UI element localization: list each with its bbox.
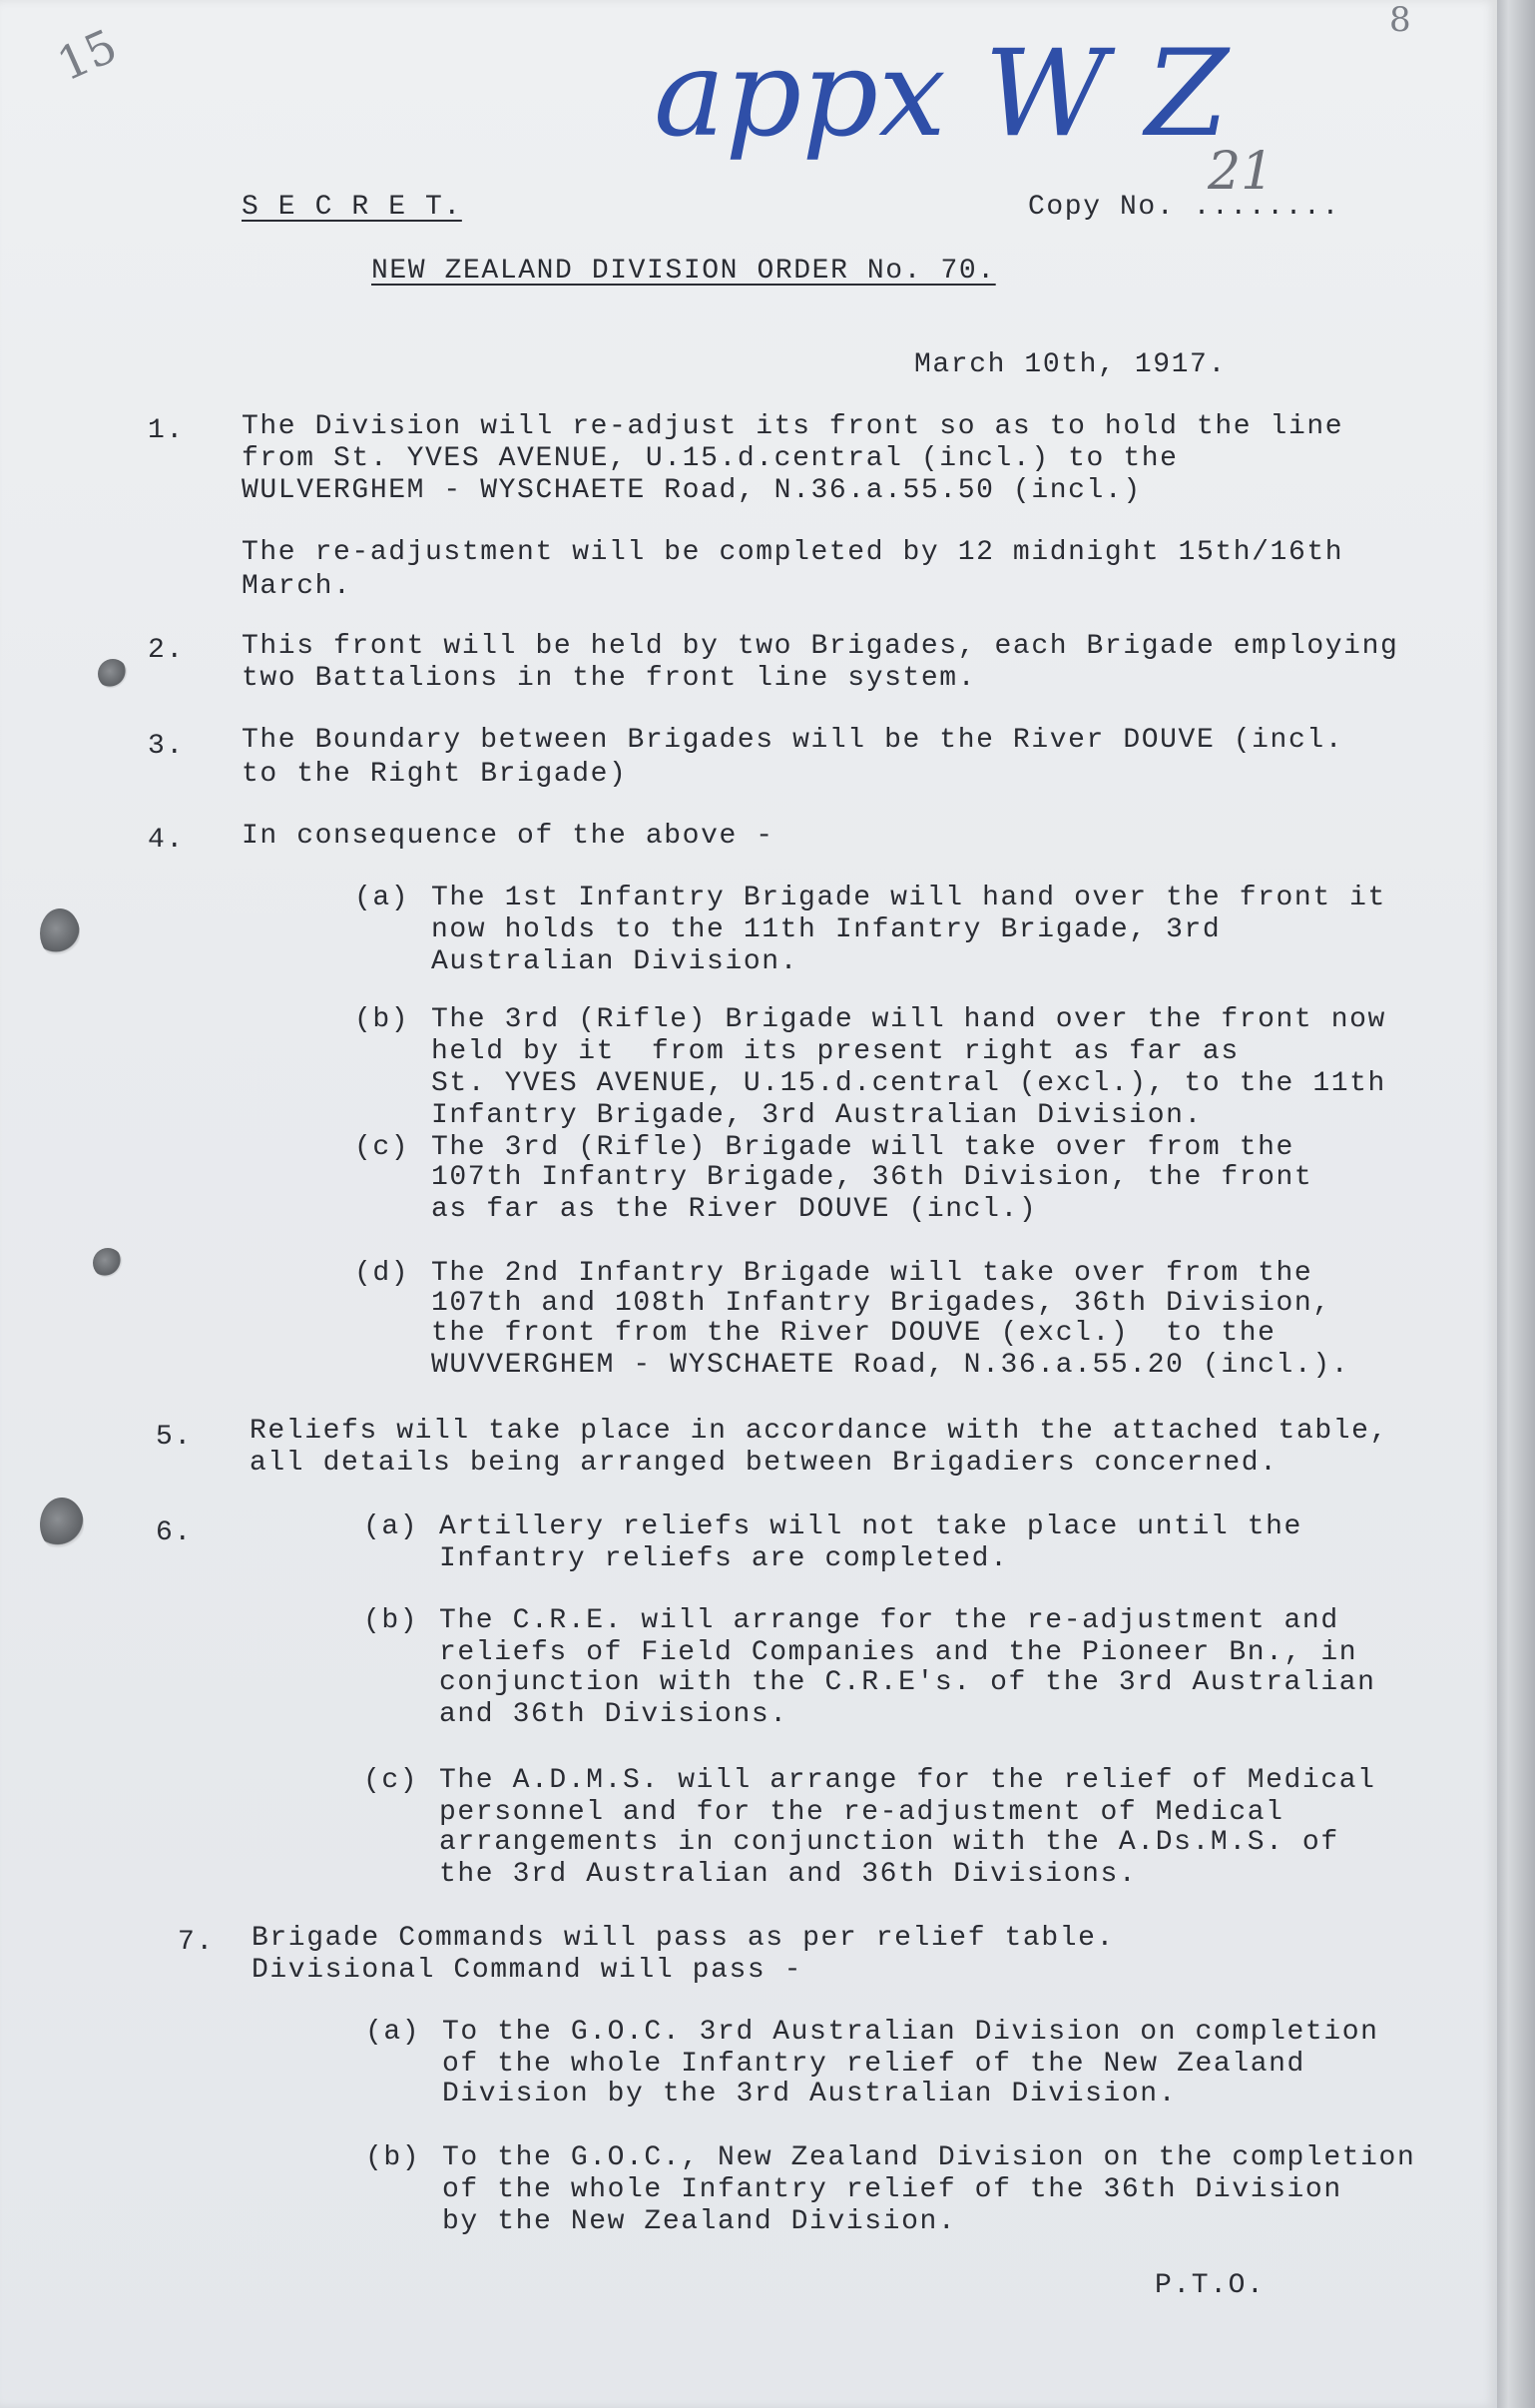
- paragraph-line: Division by the 3rd Australian Division.: [442, 2079, 1178, 2109]
- paragraph-line: The 2nd Infantry Brigade will take over from the: [431, 1258, 1313, 1289]
- subparagraph-letter: (a): [354, 883, 410, 913]
- handwritten-copy-number: 21: [1208, 142, 1275, 202]
- paragraph-line: reliefs of Field Companies and the Pioneer Bn., in: [439, 1637, 1358, 1668]
- subparagraph-letter: (a): [363, 1511, 419, 1542]
- page-edge: [1497, 0, 1535, 2408]
- paragraph-line: The C.R.E. will arrange for the re-adjustment and: [439, 1605, 1339, 1636]
- paragraph-line: St. YVES AVENUE, U.15.d.central (excl.), to the 11th: [431, 1068, 1386, 1099]
- paragraph-line: and 36th Divisions.: [439, 1699, 788, 1730]
- paragraph-line: Infantry reliefs are completed.: [439, 1543, 1009, 1574]
- paragraph-number: 6.: [156, 1517, 193, 1548]
- paragraph-line: The 3rd (Rifle) Brigade will hand over the front now: [431, 1004, 1386, 1035]
- paragraph-line: two Battalions in the front line system.: [242, 663, 977, 694]
- please-turn-over: P.T.O.: [1155, 2270, 1266, 2301]
- paragraph-line: March.: [242, 571, 352, 602]
- paragraph-line: The Division will re-adjust its front so as to hold the line: [242, 411, 1344, 442]
- subparagraph-letter: (c): [354, 1132, 410, 1163]
- paragraph-line: The A.D.M.S. will arrange for the relief of Medical: [439, 1765, 1376, 1796]
- subparagraph-letter: (b): [363, 1605, 419, 1636]
- paragraph-line: WULVERGHEM - WYSCHAETE Road, N.36.a.55.50 (incl.): [242, 475, 1142, 506]
- order-date: March 10th, 1917.: [914, 349, 1227, 380]
- punch-hole: [98, 659, 128, 689]
- subparagraph-letter: (d): [354, 1258, 410, 1289]
- paragraph-line: Divisional Command will pass -: [252, 1955, 803, 1986]
- paragraph-number: 1.: [148, 415, 185, 446]
- paragraph-line: The re-adjustment will be completed by 12 midnight 15th/16th: [242, 537, 1344, 568]
- paragraph-line: To the G.O.C. 3rd Australian Division on completion: [442, 2017, 1379, 2048]
- paragraph-line: To the G.O.C., New Zealand Division on the completion: [442, 2142, 1416, 2173]
- paragraph-line: In consequence of the above -: [242, 821, 774, 852]
- paragraph-line: conjunction with the C.R.E's. of the 3rd Australian: [439, 1667, 1376, 1698]
- corner-number: 8: [1389, 0, 1411, 40]
- paragraph-line: Brigade Commands will pass as per relief table.: [252, 1923, 1115, 1954]
- paragraph-line: as far as the River DOUVE (incl.): [431, 1194, 1038, 1225]
- paragraph-line: arrangements in conjunction with the A.Ds.M.S. of: [439, 1827, 1339, 1858]
- paragraph-line: held by it from its present right as far as: [431, 1036, 1240, 1067]
- paragraph-line: Reliefs will take place in accordance with the attached table,: [250, 1416, 1388, 1447]
- paragraph-number: 2.: [148, 635, 185, 666]
- handwritten-annotation: appx W Z: [654, 25, 1229, 164]
- punch-hole: [40, 908, 80, 958]
- paragraph-line: Australian Division.: [431, 946, 799, 977]
- subparagraph-letter: (b): [365, 2142, 421, 2173]
- paragraph-line: personnel and for the re-adjustment of Medical: [439, 1797, 1284, 1828]
- classification-label: S E C R E T.: [242, 192, 462, 223]
- subparagraph-letter: (b): [354, 1004, 410, 1035]
- copy-number-label: Copy No. ........: [1028, 192, 1340, 223]
- paragraph-line: Infantry Brigade, 3rd Australian Division.: [431, 1100, 1203, 1131]
- paragraph-line: all details being arranged between Brigadiers concerned.: [250, 1448, 1279, 1479]
- paragraph-line: the front from the River DOUVE (excl.) to the: [431, 1318, 1277, 1349]
- paragraph-line: The Boundary between Brigades will be the River DOUVE (incl.: [242, 725, 1344, 756]
- paragraph-line: Artillery reliefs will not take place until the: [439, 1511, 1302, 1542]
- paragraph-line: This front will be held by two Brigades, each Brigade employing: [242, 631, 1399, 662]
- subparagraph-letter: (c): [363, 1765, 419, 1796]
- paragraph-line: of the whole Infantry relief of the New Zealand: [442, 2049, 1305, 2080]
- order-title: NEW ZEALAND DIVISION ORDER No. 70.: [371, 256, 996, 287]
- paragraph-line: the 3rd Australian and 36th Divisions.: [439, 1859, 1138, 1890]
- paragraph-line: WUVVERGHEM - WYSCHAETE Road, N.36.a.55.20 (incl.).: [431, 1350, 1350, 1381]
- paragraph-number: 5.: [156, 1422, 193, 1453]
- paragraph-line: The 3rd (Rifle) Brigade will take over from the: [431, 1132, 1294, 1163]
- subparagraph-letter: (a): [365, 2017, 421, 2048]
- paragraph-line: to the Right Brigade): [242, 759, 628, 790]
- paragraph-line: The 1st Infantry Brigade will hand over the front it: [431, 883, 1386, 913]
- paragraph-line: 107th Infantry Brigade, 36th Division, the front: [431, 1162, 1313, 1193]
- paragraph-line: of the whole Infantry relief of the 36th Division: [442, 2174, 1342, 2205]
- paragraph-line: now holds to the 11th Infantry Brigade, 3rd: [431, 914, 1222, 945]
- paragraph-line: from St. YVES AVENUE, U.15.d.central (incl.) to the: [242, 443, 1179, 474]
- paragraph-number: 4.: [148, 825, 185, 856]
- pencil-page-number: 15: [49, 18, 125, 92]
- paragraph-number: 3.: [148, 731, 185, 762]
- paragraph-line: by the New Zealand Division.: [442, 2206, 957, 2237]
- paragraph-line: 107th and 108th Infantry Brigades, 36th Division,: [431, 1288, 1331, 1319]
- punch-hole: [40, 1498, 84, 1551]
- punch-hole: [93, 1248, 123, 1278]
- paragraph-number: 7.: [178, 1927, 215, 1958]
